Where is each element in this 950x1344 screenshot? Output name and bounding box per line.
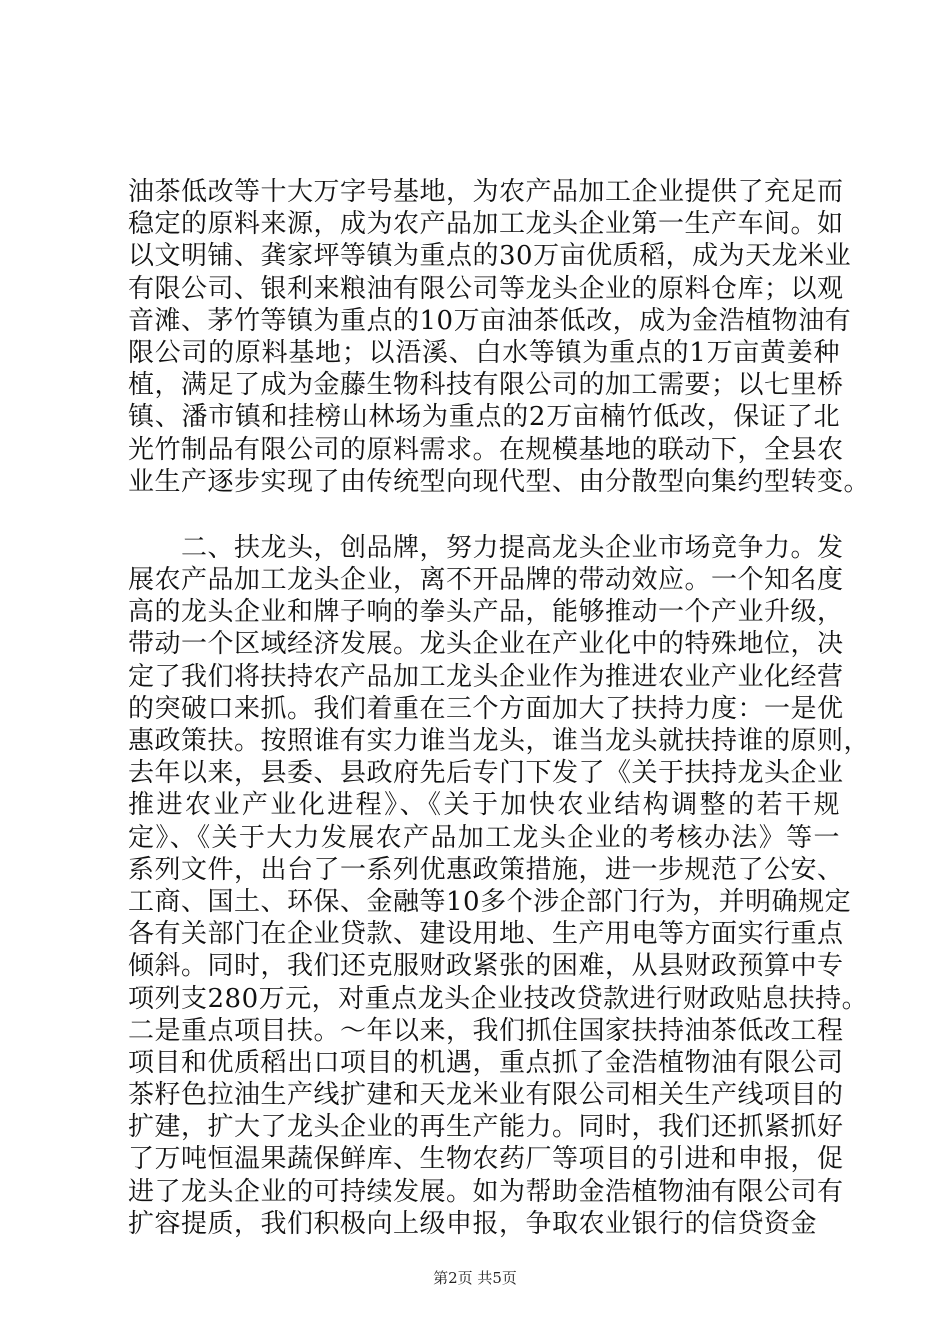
text-line: 展农产品加工龙头企业，离不开品牌的带动效应。一个知名度 [128, 565, 844, 596]
paragraph-2 [128, 532, 871, 1240]
text-line: 带动一个区域经济发展。龙头企业在产业化中的特殊地位，决 [128, 629, 844, 660]
text-line: 植，满足了成为金藤生物科技有限公司的加工需要；以七里桥 [128, 370, 844, 401]
text-line: 二是重点项目扶。～年以来，我们抓住国家扶持油茶低改工程 [128, 1015, 844, 1046]
text-line: 有限公司、银利来粮油有限公司等龙头企业的原料仓库；以观 [128, 273, 844, 304]
text-line: 光竹制品有限公司的原料需求。在规模基地的联动下，全县农 [128, 434, 844, 465]
page-number-label: 第2页 共5页 [433, 1269, 517, 1287]
text-line: 项目和优质稻出口项目的机遇，重点抓了金浩植物油有限公司 [128, 1047, 844, 1078]
text-line: 以文明铺、龚家坪等镇为重点的30万亩优质稻，成为天龙米业 [128, 241, 852, 272]
paragraph-gap [128, 498, 840, 532]
text-line: 定》、《关于大力发展农产品加工龙头企业的考核办法》等一 [128, 822, 840, 853]
text-line: 稳定的原料来源，成为农产品加工龙头企业第一生产车间。如 [128, 209, 844, 240]
text-line: 二、扶龙头，创品牌，努力提高龙头企业市场竞争力。发 [128, 532, 844, 563]
text-line: 去年以来，县委、县政府先后专门下发了《关于扶持龙头企业 [128, 758, 844, 789]
text-line: 限公司的原料基地；以浯溪、白水等镇为重点的1万亩黄姜种 [128, 337, 840, 368]
paragraph-1 [128, 176, 871, 498]
text-line: 的突破口来抓。我们着重在三个方面加大了扶持力度：一是优 [128, 693, 844, 724]
text-line: 推进农业产业化进程》、《关于加快农业结构调整的若干规 [128, 790, 840, 821]
text-line: 油茶低改等十大万字号基地，为农产品加工企业提供了充足而 [128, 177, 844, 207]
document-body [128, 176, 871, 1240]
text-line: 各有关部门在企业贷款、建设用地、生产用电等方面实行重点 [128, 919, 844, 950]
text-line: 项列支280万元，对重点龙头企业技改贷款进行财政贴息扶持。 [128, 983, 869, 1014]
text-line: 扩建，扩大了龙头企业的再生产能力。同时，我们还抓紧抓好 [128, 1112, 844, 1143]
text-line: 音滩、茅竹等镇为重点的10万亩油茶低改，成为金浩植物油有 [128, 305, 852, 336]
text-line: 惠政策扶。按照谁有实力谁当龙头，谁当龙头就扶持谁的原则， [128, 726, 871, 756]
text-line: 倾斜。同时，我们还克服财政紧张的困难，从县财政预算中专 [128, 951, 844, 982]
text-line: 扩容提质，我们积极向上级申报，争取农业银行的信贷资金 [128, 1208, 818, 1239]
text-line: 茶籽色拉油生产线扩建和天龙米业有限公司相关生产线项目的 [128, 1080, 844, 1111]
text-line: 高的龙头企业和牌子响的拳头产品，能够推动一个产业升级， [128, 597, 844, 628]
text-line: 业生产逐步实现了由传统型向现代型、由分散型向集约型转变。 [128, 466, 871, 497]
text-line: 工商、国土、环保、金融等10多个涉企部门行为，并明确规定 [128, 886, 852, 917]
text-line: 镇、潘市镇和挂榜山林场为重点的2万亩楠竹低改，保证了北 [128, 402, 840, 433]
text-line: 定了我们将扶持农产品加工龙头企业作为推进农业产业化经营 [128, 661, 844, 692]
text-line: 了万吨恒温果蔬保鲜库、生物农药厂等项目的引进和申报，促 [128, 1144, 844, 1175]
page-footer [0, 1268, 950, 1288]
text-line: 系列文件，出台了一系列优惠政策措施，进一步规范了公安、 [128, 854, 844, 885]
text-line: 进了龙头企业的可持续发展。如为帮助金浩植物油有限公司有 [128, 1176, 844, 1207]
